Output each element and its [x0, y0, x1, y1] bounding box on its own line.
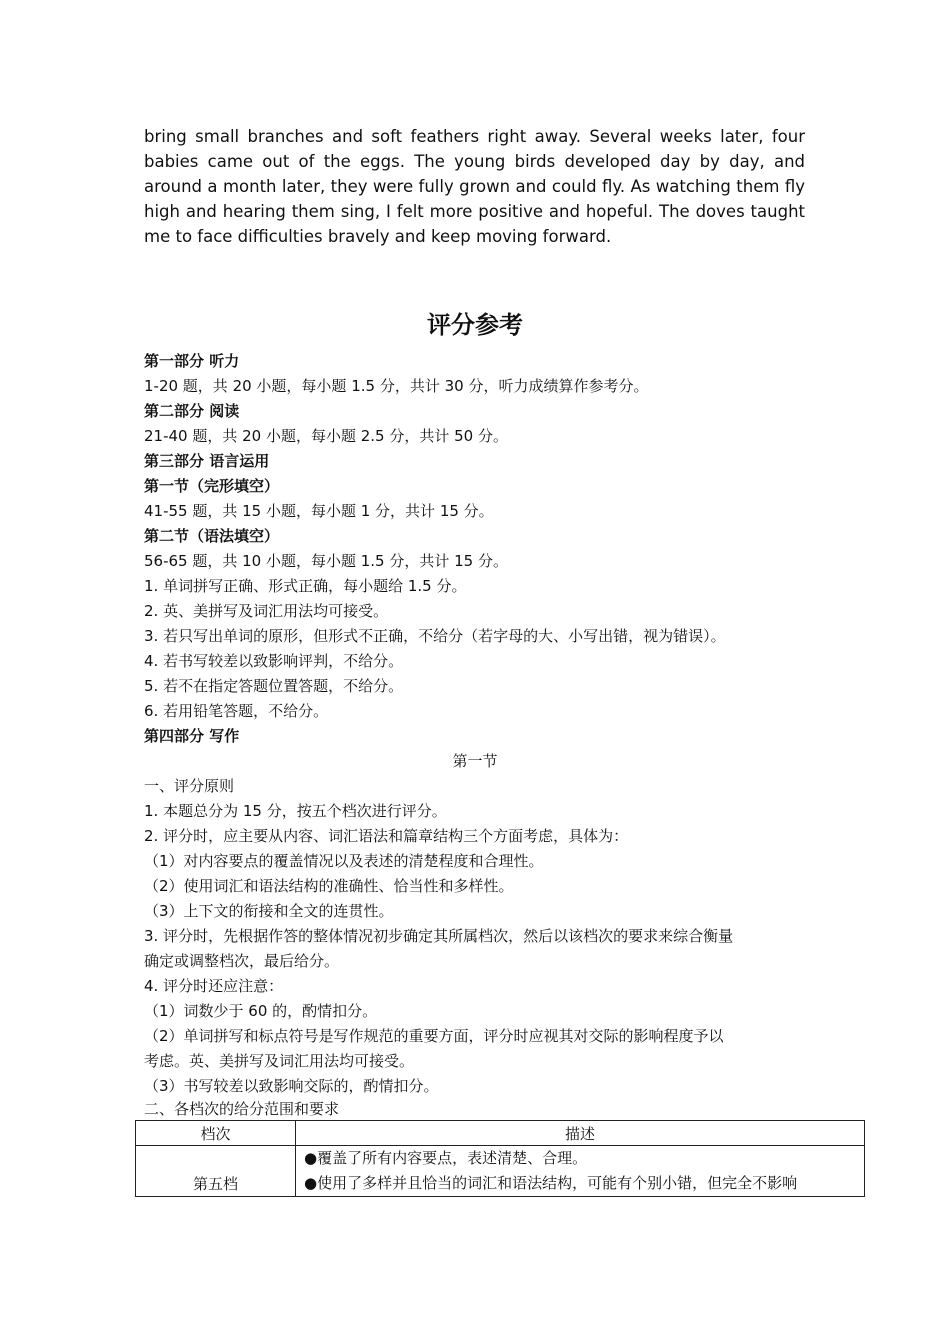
text-line: 56-65 题，共 10 小题，每小题 1.5 分，共计 15 分。 — [144, 552, 508, 570]
text-line: 确定或调整档次，最后给分。 — [144, 952, 340, 970]
section-heading-language-use: 第三部分 语言运用 — [144, 452, 270, 470]
rule-item: 5. 若不在指定答题位置答题，不给分。 — [144, 677, 404, 695]
table-row — [136, 1146, 865, 1197]
rule-item: 1. 单词拼写正确、形式正确，每小题给 1.5 分。 — [144, 577, 467, 595]
subsection-heading-cloze: 第一节（完形填空） — [144, 477, 280, 495]
rule-item: 6. 若用铅笔答题，不给分。 — [144, 702, 329, 720]
text-line: 考虑。英、美拼写及词汇用法均可接受。 — [144, 1052, 415, 1070]
text-line: 41-55 题，共 15 小题，每小题 1 分，共计 15 分。 — [144, 502, 494, 520]
section-heading-writing: 第四部分 写作 — [144, 727, 240, 745]
rule-item: 2. 英、美拼写及词汇用法均可接受。 — [144, 602, 389, 620]
text-line: （1）词数少于 60 的，酌情扣分。 — [144, 1002, 378, 1020]
text-line: （1）对内容要点的覆盖情况以及表述的清楚程度和合理性。 — [144, 852, 544, 870]
section-heading-listening: 第一部分 听力 — [144, 352, 240, 370]
table-header-row — [136, 1121, 865, 1146]
table-cell-description — [296, 1146, 865, 1197]
rule-item: 4. 若书写较差以致影响评判，不给分。 — [144, 652, 404, 670]
text-line: （3）书写较差以致影响交际的，酌情扣分。 — [144, 1077, 439, 1095]
section-heading-reading: 第二部分 阅读 — [144, 402, 240, 420]
text-line: 3. 评分时，先根据作答的整体情况初步确定其所属档次，然后以该档次的要求来综合衡量 — [144, 927, 734, 945]
page-title: 评分参考 — [427, 311, 523, 339]
text-line: 一、评分原则 — [144, 777, 235, 795]
text-line: 1-20 题，共 20 小题，每小题 1.5 分，共计 30 分，听力成绩算作参考分。 — [144, 377, 649, 395]
text-line: 二、各档次的给分范围和要求 — [144, 1100, 340, 1118]
rule-item: 3. 若只写出单词的原形，但形式不正确，不给分（若字母的大、小写出错，视为错误）。 — [144, 627, 726, 645]
text-line: （2）使用词汇和语法结构的准确性、恰当性和多样性。 — [144, 877, 514, 895]
text-line: 1. 本题总分为 15 分，按五个档次进行评分。 — [144, 802, 447, 820]
subsection-heading-part-one: 第一节 — [452, 752, 498, 770]
text-line: 2. 评分时，应主要从内容、词汇语法和篇章结构三个方面考虑，具体为： — [144, 827, 629, 845]
description-bullet: ●覆盖了所有内容要点，表述清楚、合理。 — [304, 1149, 588, 1167]
grading-table — [135, 1120, 865, 1197]
table-header-description: 描述 — [296, 1121, 865, 1146]
passage-paragraph: bring small branches and soft feathers right away. Several weeks later, four babies came out of the eggs. The young birds developed day by day, and around a month later, they were fully grown and could fly. As watching them fly high and hearing them sing, I felt more positive and hopeful. The doves taught me to face difficulties bravely and keep moving forward. — [144, 127, 805, 246]
subsection-heading-grammar: 第二节（语法填空） — [144, 527, 280, 545]
description-bullet: ●使用了多样并且恰当的词汇和语法结构，可能有个别小错，但完全不影响 — [304, 1174, 798, 1192]
text-line: 21-40 题，共 20 小题，每小题 2.5 分，共计 50 分。 — [144, 427, 508, 445]
text-line: 4. 评分时还应注意： — [144, 977, 284, 995]
text-line: （3）上下文的衔接和全文的连贯性。 — [144, 902, 394, 920]
table-cell-level: 第五档 — [136, 1146, 296, 1197]
table-header-level: 档次 — [136, 1121, 296, 1146]
text-line: （2）单词拼写和标点符号是写作规范的重要方面，评分时应视其对交际的影响程度予以 — [144, 1027, 724, 1045]
